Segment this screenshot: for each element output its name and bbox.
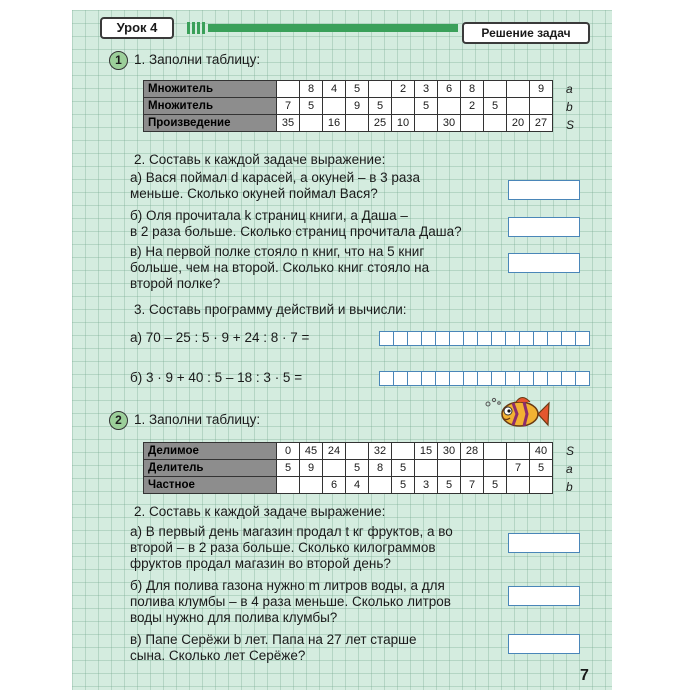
- row-label: Множитель: [144, 98, 277, 115]
- table-cell[interactable]: 4: [323, 81, 346, 98]
- problem-line: второй – в 2 раза больше. Сколько килограммов: [130, 540, 436, 555]
- row-letter: a: [566, 82, 573, 96]
- table-row: [144, 460, 553, 477]
- s2-problem-b: [130, 578, 505, 626]
- table-cell[interactable]: [323, 460, 346, 477]
- s2-task1-title: 1. Заполни таблицу:: [134, 412, 261, 427]
- table-row: [144, 477, 553, 494]
- table-cell[interactable]: [323, 98, 346, 115]
- table-cell[interactable]: 7: [277, 98, 300, 115]
- table-cell[interactable]: 5: [438, 477, 461, 494]
- row-letter: S: [566, 118, 575, 132]
- table-cell[interactable]: 5: [277, 460, 300, 477]
- table-cell[interactable]: [369, 477, 392, 494]
- table-cell[interactable]: 30: [438, 443, 461, 460]
- table-cell[interactable]: 5: [484, 477, 507, 494]
- table-cell[interactable]: 5: [484, 98, 507, 115]
- table-cell[interactable]: [346, 443, 369, 460]
- expression-b: б) 3 · 9 + 40 : 5 – 18 : 3 · 5 =: [130, 370, 303, 385]
- problem-line: б) Оля прочитала k страниц книги, а Даша –: [130, 208, 408, 223]
- problem-line: полива клумбы – в 4 раза меньше. Сколько литров: [130, 594, 451, 609]
- s2-problem-c: [130, 632, 505, 664]
- table-cell[interactable]: [415, 115, 438, 132]
- table-cell[interactable]: 15: [415, 443, 438, 460]
- answer-box[interactable]: [508, 180, 580, 200]
- table-cell[interactable]: [530, 98, 553, 115]
- table-cell[interactable]: [461, 460, 484, 477]
- row-letter: b: [566, 480, 573, 494]
- division-table: [143, 442, 553, 494]
- answer-box[interactable]: [508, 253, 580, 273]
- s1-problem-c: [130, 244, 500, 292]
- row-letter: a: [566, 462, 573, 476]
- table-cell[interactable]: 2: [461, 98, 484, 115]
- table-cell[interactable]: 7: [507, 460, 530, 477]
- table-cell[interactable]: 40: [530, 443, 553, 460]
- table-row: [144, 115, 553, 132]
- table-cell[interactable]: [346, 115, 369, 132]
- table-cell[interactable]: 3: [415, 477, 438, 494]
- table-cell[interactable]: [461, 115, 484, 132]
- table-cell[interactable]: 5: [346, 460, 369, 477]
- s1-task2-title: 2. Составь к каждой задаче выражение:: [134, 152, 386, 167]
- workbook-page: [72, 10, 612, 690]
- answer-cells[interactable]: [379, 331, 589, 346]
- problem-line: меньше. Сколько окуней поймал Вася?: [130, 186, 378, 201]
- multiplication-table: [143, 80, 553, 132]
- table-cell[interactable]: 25: [369, 115, 392, 132]
- table-cell[interactable]: 6: [323, 477, 346, 494]
- table-cell[interactable]: [507, 98, 530, 115]
- answer-box[interactable]: [508, 533, 580, 553]
- problem-line: в) На первой полке стояло n книг, что на 5 книг: [130, 244, 425, 259]
- table-cell[interactable]: 8: [461, 81, 484, 98]
- table-cell[interactable]: 28: [461, 443, 484, 460]
- answer-cells[interactable]: [379, 371, 589, 386]
- table-cell[interactable]: 35: [277, 115, 300, 132]
- problem-line: в) Папе Серёжи b лет. Папа на 27 лет старше: [130, 632, 417, 647]
- section-badge-2: 2: [109, 411, 128, 430]
- table-cell[interactable]: 45: [300, 443, 323, 460]
- table-row: [144, 443, 553, 460]
- table-cell[interactable]: 30: [438, 115, 461, 132]
- table-cell[interactable]: 5: [369, 98, 392, 115]
- topic-label: Решение задач: [462, 22, 590, 44]
- s1-problem-a: [130, 170, 500, 202]
- table-cell[interactable]: [484, 443, 507, 460]
- table-cell[interactable]: 32: [369, 443, 392, 460]
- table-cell[interactable]: 2: [392, 81, 415, 98]
- table-cell[interactable]: 5: [392, 477, 415, 494]
- table-cell[interactable]: 5: [300, 98, 323, 115]
- section-badge-1: 1: [109, 51, 128, 70]
- row-letter: S: [566, 444, 575, 458]
- lesson-label: Урок 4: [100, 17, 174, 39]
- header-bar: [208, 24, 458, 32]
- answer-box[interactable]: [508, 586, 580, 606]
- table-cell[interactable]: 16: [323, 115, 346, 132]
- page-number: 7: [580, 667, 589, 684]
- table-cell[interactable]: 20: [507, 115, 530, 132]
- table-cell[interactable]: [507, 81, 530, 98]
- table-cell[interactable]: [300, 477, 323, 494]
- table-cell[interactable]: [277, 477, 300, 494]
- table-cell[interactable]: 0: [277, 443, 300, 460]
- table-cell[interactable]: [277, 81, 300, 98]
- fish-illustration: [482, 390, 552, 434]
- table-cell[interactable]: [438, 460, 461, 477]
- table-cell[interactable]: [507, 477, 530, 494]
- problem-line: воды нужно для полива клумбы?: [130, 610, 338, 625]
- table-cell[interactable]: [507, 443, 530, 460]
- table-cell[interactable]: 5: [392, 460, 415, 477]
- s1-task3-title: 3. Составь программу действий и вычисли:: [134, 302, 407, 317]
- table-cell[interactable]: 6: [438, 81, 461, 98]
- table-cell[interactable]: [369, 81, 392, 98]
- table-cell[interactable]: 24: [323, 443, 346, 460]
- table-cell[interactable]: 27: [530, 115, 553, 132]
- table-cell[interactable]: [392, 443, 415, 460]
- s1-task1-title: 1. Заполни таблицу:: [134, 52, 261, 67]
- table-cell[interactable]: [484, 460, 507, 477]
- table-cell[interactable]: [392, 98, 415, 115]
- table-cell[interactable]: [438, 98, 461, 115]
- problem-line: б) Для полива газона нужно m литров воды, а для: [130, 578, 445, 593]
- problem-line: больше, чем на второй. Сколько книг стояло на: [130, 260, 430, 275]
- table-cell[interactable]: 9: [346, 98, 369, 115]
- table-row: [144, 98, 553, 115]
- table-cell[interactable]: 5: [415, 98, 438, 115]
- answer-box[interactable]: [508, 217, 580, 237]
- problem-line: второй полке?: [130, 276, 221, 291]
- row-label: Частное: [144, 477, 277, 494]
- table-cell[interactable]: 3: [415, 81, 438, 98]
- table-cell[interactable]: 7: [461, 477, 484, 494]
- table-cell[interactable]: [484, 115, 507, 132]
- table-cell[interactable]: 8: [300, 81, 323, 98]
- header-stripes: [187, 22, 207, 34]
- table-row: [144, 81, 553, 98]
- problem-line: а) В первый день магазин продал t кг фруктов, а во: [130, 524, 453, 539]
- row-label: Делитель: [144, 460, 277, 477]
- table-cell[interactable]: 8: [369, 460, 392, 477]
- s2-problem-a: [130, 524, 505, 572]
- expression-a: а) 70 – 25 : 5 · 9 + 24 : 8 · 7 =: [130, 330, 310, 345]
- row-label: Делимое: [144, 443, 277, 460]
- table-cell[interactable]: 9: [530, 81, 553, 98]
- table-cell[interactable]: 4: [346, 477, 369, 494]
- table-cell[interactable]: 5: [346, 81, 369, 98]
- row-label: Произведение: [144, 115, 277, 132]
- table-cell[interactable]: 9: [300, 460, 323, 477]
- table-cell[interactable]: [484, 81, 507, 98]
- table-cell[interactable]: [530, 477, 553, 494]
- s2-task2-title: 2. Составь к каждой задаче выражение:: [134, 504, 386, 519]
- table-cell[interactable]: 10: [392, 115, 415, 132]
- s1-problem-b: [130, 208, 500, 240]
- problem-line: фруктов продал магазин во второй день?: [130, 556, 391, 571]
- table-cell[interactable]: [415, 460, 438, 477]
- problem-line: в 2 раза больше. Сколько страниц прочитала Даша?: [130, 224, 462, 239]
- row-label: Множитель: [144, 81, 277, 98]
- problem-line: а) Вася поймал d карасей, а окуней – в 3 раза: [130, 170, 420, 185]
- problem-line: сына. Сколько лет Серёже?: [130, 648, 306, 663]
- table-cell[interactable]: 5: [530, 460, 553, 477]
- table-cell[interactable]: [300, 115, 323, 132]
- row-letter: b: [566, 100, 573, 114]
- answer-box[interactable]: [508, 634, 580, 654]
